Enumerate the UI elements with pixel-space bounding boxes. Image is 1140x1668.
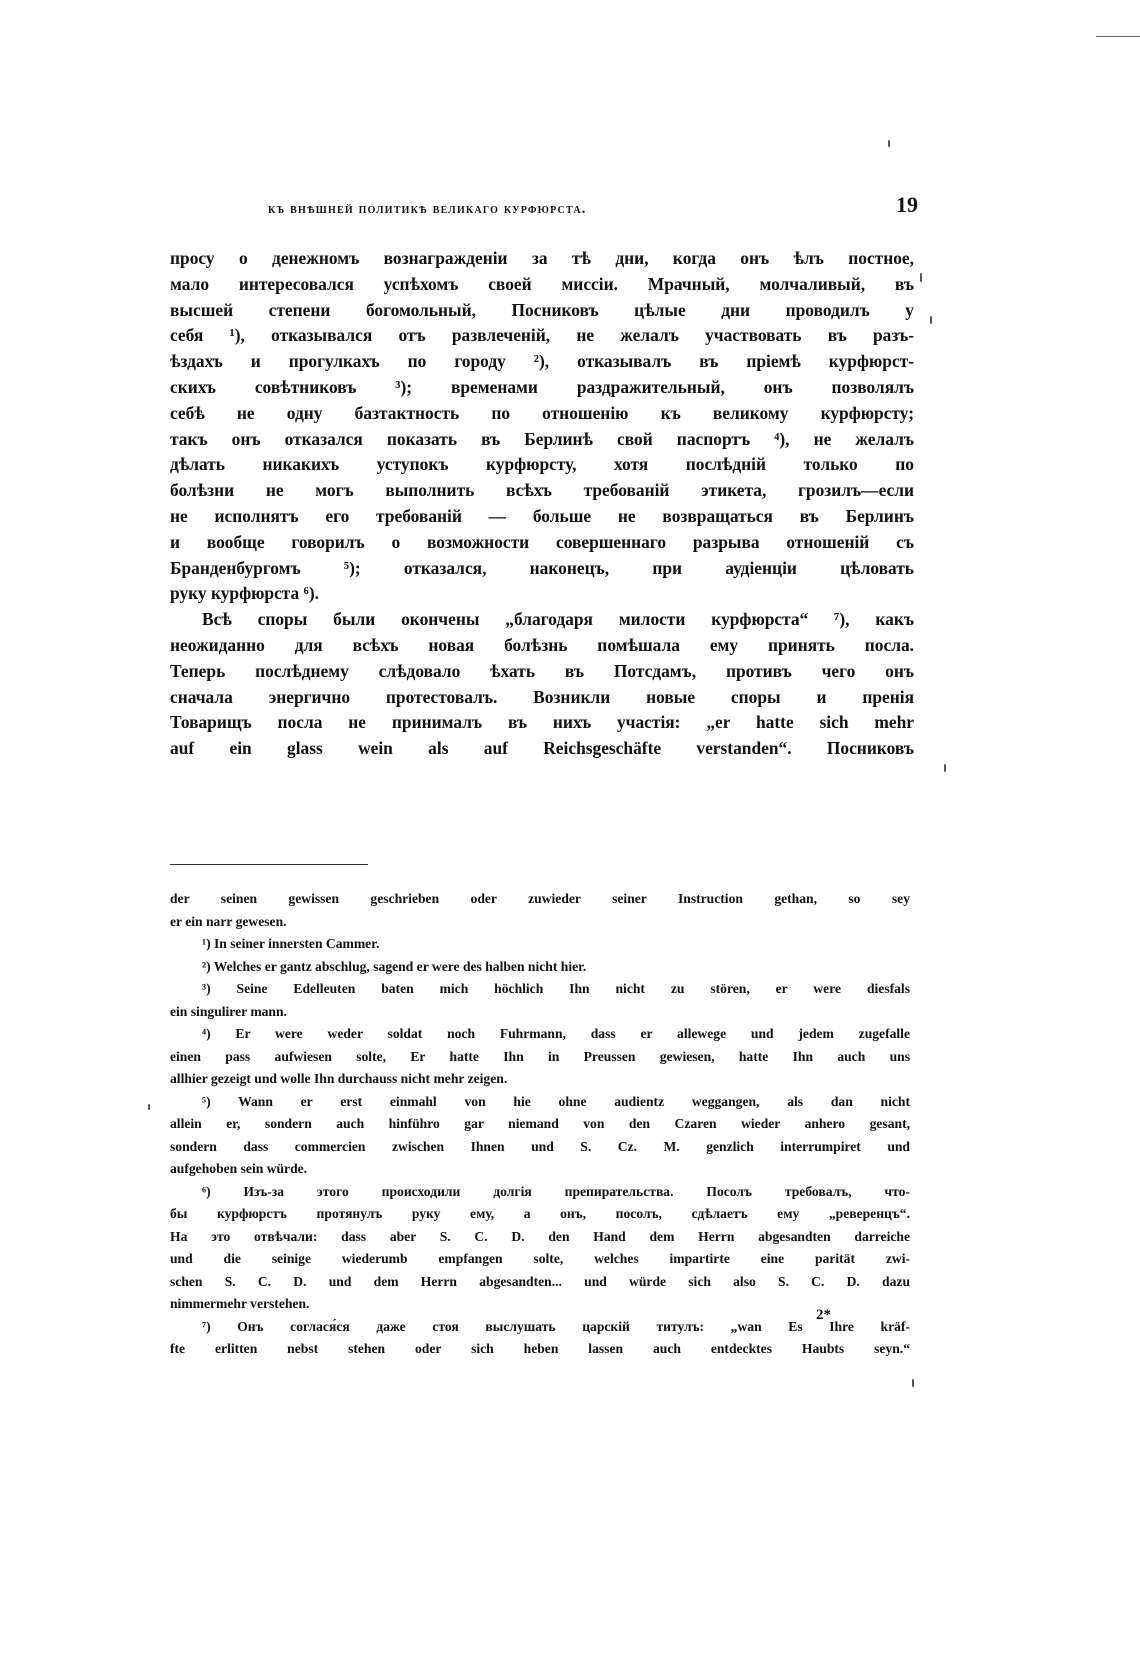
text-line: скихъ совѣтниковъ ³); временами раздражительный, онъ позволялъ <box>170 376 914 397</box>
signature-mark: 2* <box>816 1307 831 1323</box>
footnote-line: ein singulirer mann. <box>170 1003 287 1019</box>
text-line: auf ein glass wein als auf Reichsgeschäfte verstanden“. Посниковъ <box>170 738 914 759</box>
text-line: руку курфюрста ⁶). <box>170 583 319 604</box>
footnote-separator <box>170 864 368 865</box>
footnote-line: ³) Seine Edelleuten baten mich höchlich Ihn nicht zu stören, er were diesfals <box>202 981 910 996</box>
footnote-line: sondern dass commercien zwischen Ihnen und S. Cz. M. genzlich interrumpiret und <box>170 1138 910 1154</box>
text-line: сначала энергично протестовалъ. Возникли новые споры и пренія <box>170 686 914 707</box>
scan-edge-line <box>1096 36 1140 37</box>
footnote-line: der seinen gewissen geschrieben oder zuwieder seiner Instruction gethan, so sey <box>170 891 910 906</box>
scan-speck <box>912 1379 914 1387</box>
footnote-line: ¹) In seiner innersten Cammer. <box>202 936 380 951</box>
footnote-line: er ein narr gewesen. <box>170 913 287 929</box>
scan-speck <box>920 273 922 282</box>
footnote-line: aufgehoben sein würde. <box>170 1161 308 1176</box>
text-line: Бранденбургомъ ⁵); отказался, наконецъ, при аудіенціи цѣловать <box>170 557 914 578</box>
text-line: и вообще говорилъ о возможности совершеннаго разрыва отношеній съ <box>170 531 914 552</box>
footnote-line: бы курфюрстъ протянулъ руку ему, а онъ, посолъ, сдѣлаетъ ему „реверенцъ“. <box>170 1206 910 1221</box>
text-line: неожиданно для всѣхъ новая болѣзнь помѣшала ему принять посла. <box>170 634 914 655</box>
footnote-line: allhier gezeigt und wolle Ihn durchauss nicht mehr zeigen. <box>170 1071 508 1086</box>
footnote-line: ²) Welches er gantz abschlug, sagend er were des halben nicht hier. <box>202 958 587 974</box>
text-line: Теперь послѣднему слѣдовало ѣхать въ Потсдамъ, противъ чего онъ <box>170 660 914 681</box>
footnotes <box>170 888 910 1361</box>
text-line: дѣлать никакихъ уступокъ курфюрсту, хотя послѣдній только по <box>170 454 914 475</box>
footnote-line: allein er, sondern auch hinführo gar niemand von den Czaren wieder anhero gesant, <box>170 1116 910 1131</box>
page-header <box>258 192 918 222</box>
main-text <box>170 246 914 762</box>
footnote-line: schen S. C. D. und dem Herrn abgesandten... und würde sich also S. C. D. dazu <box>170 1273 910 1289</box>
text-line: ѣздахъ и прогулкахъ по городу ²), отказывалъ въ пріемѣ курфюрст- <box>170 351 914 372</box>
footnote-line: und die seinige wiederumb empfangen solte, welches impartirte eine parität zwi- <box>170 1251 910 1266</box>
text-line: Товарищъ посла не принималъ въ нихъ участія: „er hatte sich mehr <box>170 712 914 733</box>
footnote-line: ⁵) Wann er erst einmahl von hie ohne audientz weggangen, als dan nicht <box>202 1093 910 1109</box>
text-line: высшей степени богомольный, Посниковъ цѣлые дни проводилъ у <box>170 299 914 320</box>
footnote-line: nimmermehr verstehen. <box>170 1296 310 1311</box>
footnote-line: fte erlitten nebst stehen oder sich heben lassen auch entdecktes Haubts seyn.“ <box>170 1341 910 1356</box>
text-line: себя ¹), отказывался отъ развлеченій, не желалъ участвовать въ разъ- <box>170 325 914 346</box>
text-line: такъ онъ отказался показать въ Берлинѣ свой паспортъ ⁴), не желалъ <box>170 428 914 449</box>
text-line: не исполнятъ его требованій — больше не возвращаться въ Берлинъ <box>170 505 914 526</box>
scan-speck <box>944 764 946 772</box>
page-number: 19 <box>896 192 918 217</box>
scan-speck <box>888 140 890 147</box>
scan-speck <box>930 316 932 324</box>
footnote-line: ⁷) Онъ соглася́ся даже стоя выслушать царскій титулъ: „wan Es Ihre kräf- <box>202 1318 910 1334</box>
text-line: Всѣ споры были окончены „благодаря милости курфюрста“ ⁷), какъ <box>202 609 914 630</box>
text-line: мало интересовался успѣхомъ своей миссіи. Мрачный, молчаливый, въ <box>170 273 914 294</box>
footnote-line: ⁴) Er were weder soldat noch Fuhrmann, dass er allewege und jedem zugefalle <box>202 1026 910 1041</box>
text-line: просу о денежномъ вознагражденіи за тѣ дни, когда онъ ѣлъ постное, <box>170 248 914 268</box>
footnote-line: einen pass aufwiesen solte, Er hatte Ihn in Preussen gewiesen, hatte Ihn auch uns <box>170 1048 910 1064</box>
text-line: болѣзни не могъ выполнить всѣхъ требованій этикета, грозилъ—если <box>170 480 914 501</box>
scan-speck <box>148 1104 150 1110</box>
footnote-line: На это отвѣчали: dass aber S. C. D. den Hand dem Herrn abgesandten darreiche <box>170 1228 910 1244</box>
text-line: себѣ не одну базтактность по отношенію къ великому курфюрсту; <box>170 402 914 423</box>
footnote-line: ⁶) Изъ-за этого происходили долгія препирательства. Посолъ требовалъ, что- <box>202 1183 910 1199</box>
running-head: къ внѣшней политикѣ великаго курфюрста. <box>268 201 587 217</box>
